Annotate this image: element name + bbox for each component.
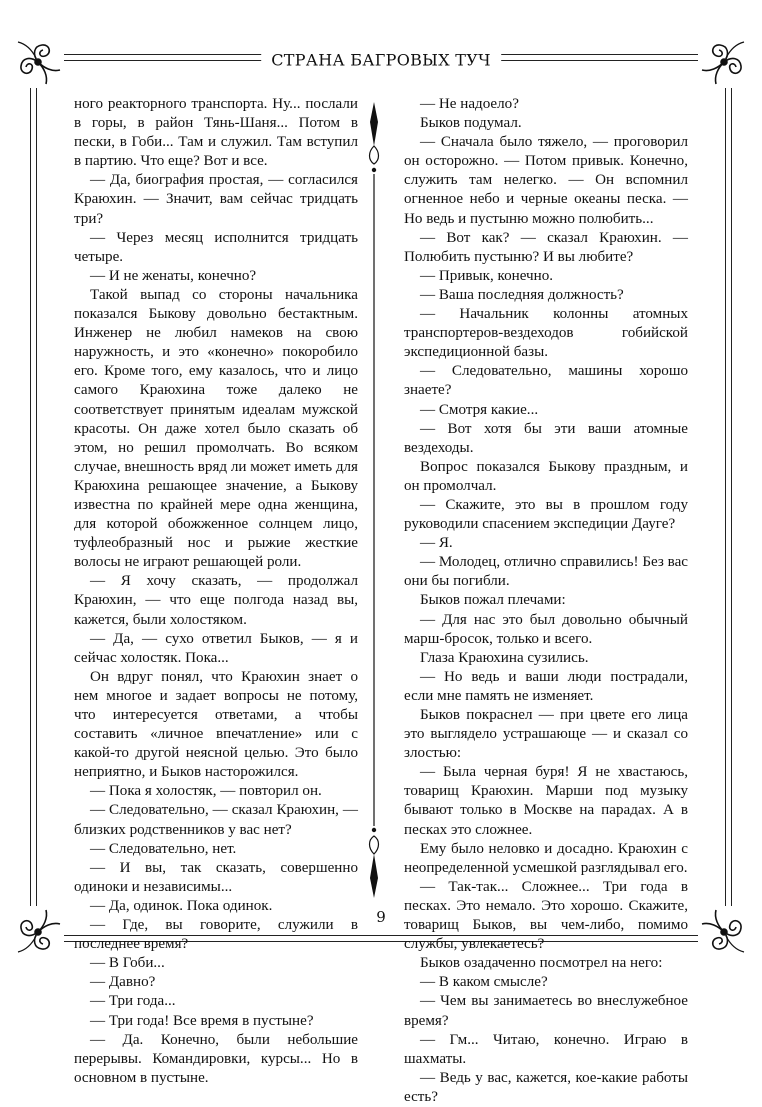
paragraph: Он вдруг понял, что Краюхин знает о нем многое и задает вопросы не потому, что интересуется ответами, а чтобы составить «личное впечатление» или с какой-то другой неясной целью. Это было неприятно, и Быков насторожился. [74, 668, 358, 781]
paragraph: — Следовательно, — сказал Краюхин, — близких родственников у вас нет? [74, 802, 358, 838]
corner-ornament-top-left [12, 36, 64, 88]
paragraph: — Три года... [90, 993, 176, 1010]
paragraph: — Для нас это был довольно обычный марш-бросок, только и всего. [404, 611, 688, 647]
paragraph: — И не женаты, конечно? [90, 267, 257, 284]
paragraph: — И вы, так сказать, совершенно одиноки и независимы... [74, 859, 358, 895]
paragraph: — Я. [420, 535, 453, 552]
paragraph: — Ведь у вас, кажется, кое-какие работы есть? [404, 1069, 688, 1105]
paragraph: — Где, вы говорите, служили в последнее время? [74, 917, 358, 953]
paragraph: — Три года! Все время в пустыне? [90, 1012, 314, 1029]
right-text-column [404, 95, 688, 1107]
paragraph: — Привык, конечно. [420, 267, 554, 284]
paragraph: — Не надоело? [420, 96, 519, 112]
paragraph: — Молодец, отлично справились! Без вас они бы погибли. [404, 554, 688, 590]
left-text-column [74, 95, 358, 1088]
paragraph: — Но ведь и ваши люди пострадали, если мне память не изменяет. [404, 668, 688, 704]
column-divider-ornament [364, 100, 384, 900]
paragraph: ного реакторного транспорта. Ну... послали в горы, в район Тянь-Шаня... Потом в пески, в Гоби... Там и служил. Там вступил в партию. Что еще? Вот и все. [74, 96, 358, 170]
paragraph: — Давно? [90, 974, 156, 991]
corner-ornament-bottom-right [698, 906, 750, 958]
paragraph: — Пока я холостяк, — повторил он. [90, 783, 322, 800]
paragraph: Быков пожал плечами: [420, 592, 566, 609]
paragraph: — Вот как? — сказал Краюхин. — Полюбить пустыню? И вы любите? [404, 229, 688, 265]
paragraph: Быков покраснел — при цвете его лица это выглядело устрашающе — и сказал со злостью: [404, 707, 688, 762]
paragraph: — Смотря какие... [420, 401, 539, 418]
paragraph: — Гм... Читаю, конечно. Играю в шахматы. [404, 1031, 688, 1067]
paragraph: — В каком смысле? [420, 974, 548, 991]
paragraph: — Да, биография простая, — согласился Краюхин. — Значит, вам сейчас тридцать три? [74, 172, 358, 227]
paragraph: Вопрос показался Быкову праздным, и он промолчал. [404, 458, 688, 494]
paragraph: — Следовательно, машины хорошо знаете? [404, 363, 688, 399]
paragraph: Быков подумал. [420, 115, 522, 132]
paragraph: — Начальник колонны атомных транспортеров-вездеходов гобийской экспедиционной базы. [404, 306, 688, 361]
paragraph: — Да, — сухо ответил Быков, — я и сейчас холостяк. Пока... [74, 630, 358, 666]
paragraph: — Ваша последняя должность? [420, 286, 624, 303]
corner-ornament-top-right [698, 36, 750, 88]
paragraph: — Так-так... Сложнее... Три года в песках. Это немало. Это хорошо. Скажите, товарищ Быков, вы чем-либо, помимо службы, увлекаетесь? [404, 878, 688, 953]
paragraph: — Сначала было тяжело, — проговорил он осторожно. — Потом привык. Конечно, служить там нелегко. — Он вспомнил огненное небо и черные океаны песка. — Но ведь и пустыню можно полюбить... [404, 134, 688, 227]
running-header-title: СТРАНА БАГРОВЫХ ТУЧ [261, 51, 501, 70]
paragraph: — Была черная буря! Я не хвастаюсь, товарищ Краюхин. Марши под музыку бывают только в Москве на парадах. А в песках это сложнее. [404, 764, 688, 838]
paragraph: Ему было неловко и досадно. Краюхин с неопределенной усмешкой разглядывал его. [404, 840, 688, 876]
paragraph: — Чем вы занимаетесь во внеслужебное время? [404, 993, 688, 1029]
paragraph: — Следовательно, нет. [90, 840, 237, 857]
paragraph: — Скажите, это вы в прошлом году руководили спасением экспедиции Дауге? [404, 496, 688, 533]
paragraph: — Через месяц исполнится тридцать четыре. [74, 229, 358, 265]
paragraph: Быков озадаченно посмотрел на него: [420, 955, 663, 972]
paragraph: — Вот хотя бы эти ваши атомные вездеходы. [404, 420, 688, 456]
paragraph: — Да, одинок. Пока одинок. [90, 897, 273, 914]
paragraph: Глаза Краюхина сузились. [420, 649, 589, 666]
paragraph: — Да. Конечно, были небольшие перерывы. Командировки, курсы... Но в основном в пустыне. [74, 1031, 358, 1086]
page-number: 9 [366, 908, 396, 926]
paragraph: — Я хочу сказать, — продолжал Краюхин, — что еще полгода назад вы, кажется, были холостяком. [74, 573, 358, 628]
paragraph: — В Гоби... [90, 955, 165, 972]
paragraph: Такой выпад со стороны начальника показался Быкову довольно бестактным. Инженер не любил намеков на свою наружность, и это «конечно» покоробило его. Кроме того, ему казалось, что и лицо самого Краюхина тоже далеко не соответствует принятым идеалам мужской красоты. Он даже хотел было сказать об этом, но решил промолчать. Во всяком случае, внешность вряд ли может иметь для Краюхина решающее значение, а Быкову известна по крайней мере одна женщина, для которой обожженное солнцем лицо, туфлеобразный нос и рыжие жесткие волосы не играют решающей роли. [74, 286, 359, 571]
corner-ornament-bottom-left [12, 906, 64, 958]
